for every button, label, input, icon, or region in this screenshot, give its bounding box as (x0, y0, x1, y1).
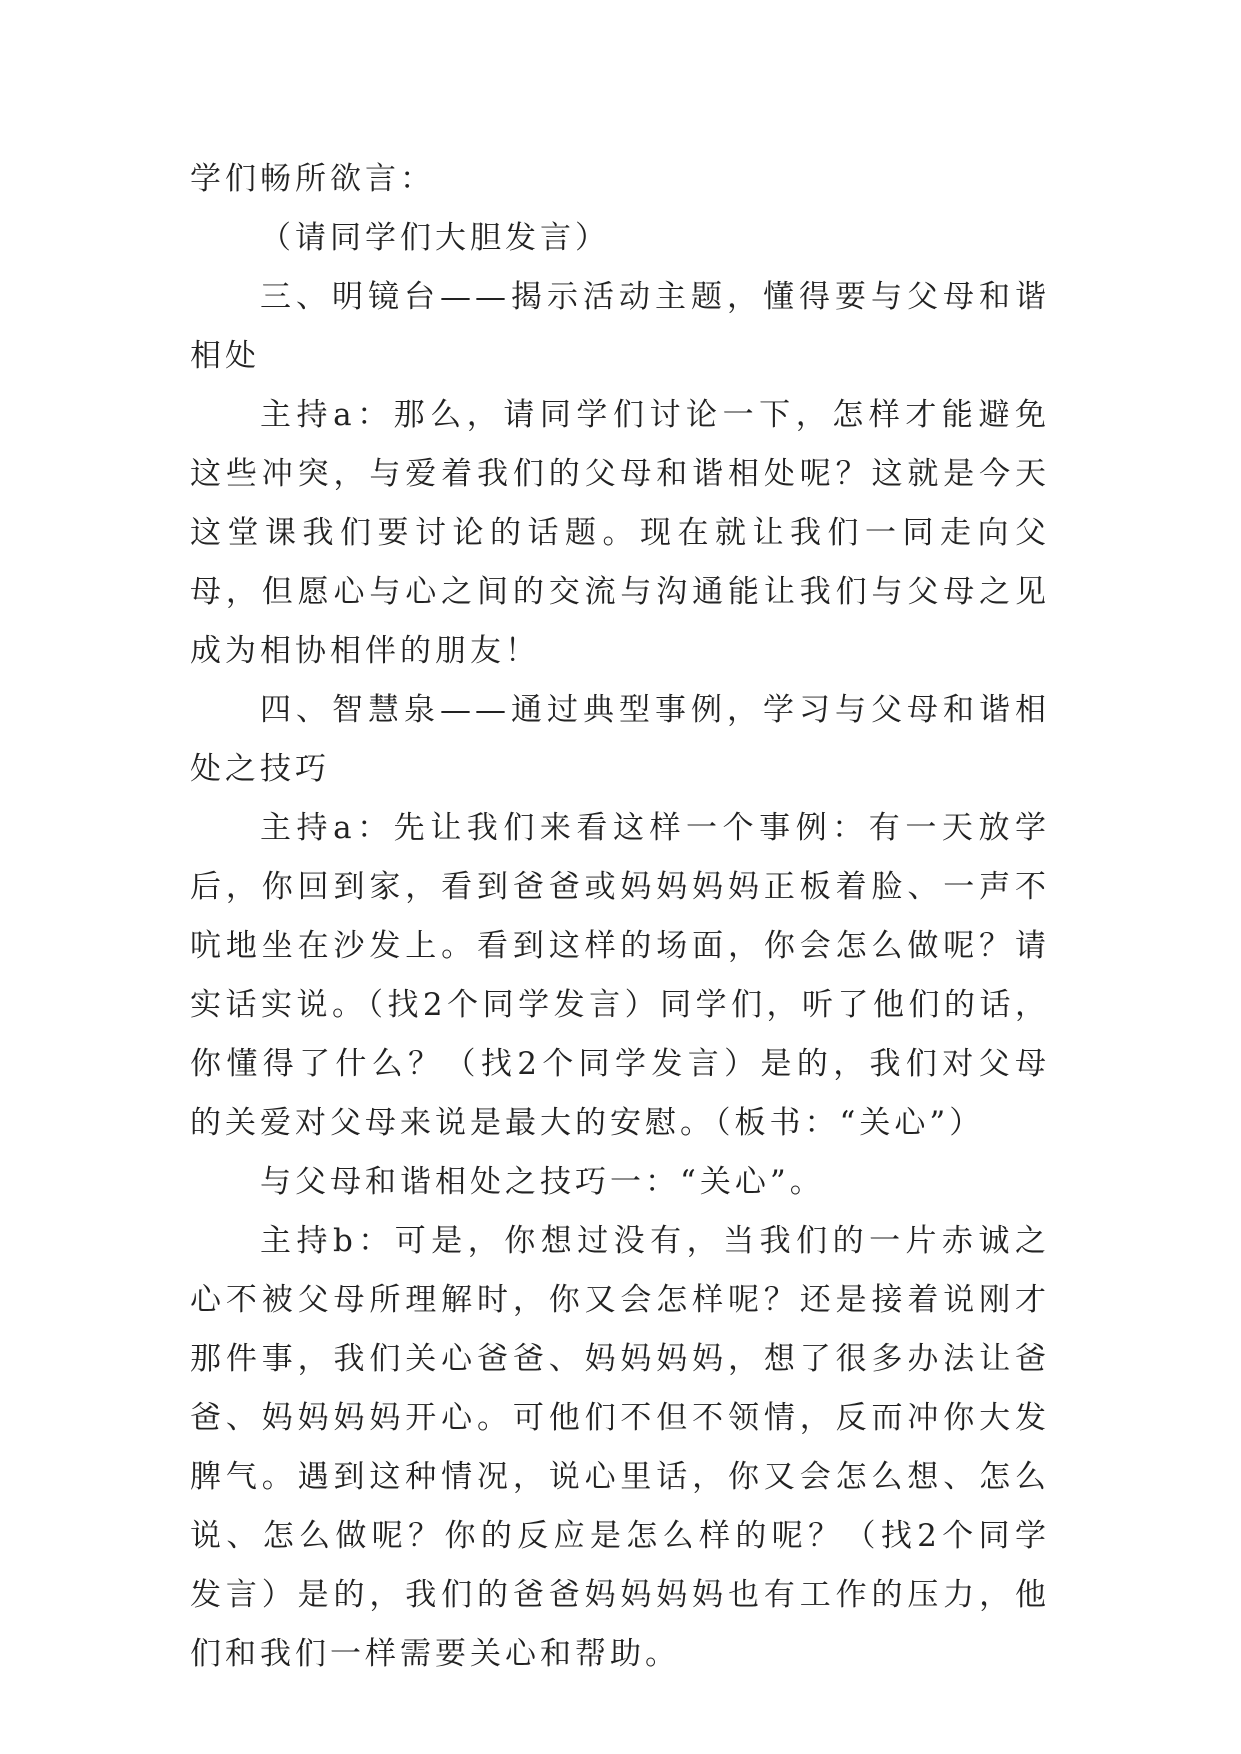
paragraph-prompt: （请同学们大胆发言） (260, 220, 610, 256)
paragraph-continuation: 学们畅所欲言： (190, 161, 435, 197)
paragraph-skill-one: 与父母和谐相处之技巧一：“关心”。 (260, 1164, 825, 1200)
paragraph-host-b: 主持b：可是，你想过没有，当我们的一片赤诚之心不被父母所理解时，你又会怎样呢？还是接着说刚才那件事，我们关心爸爸、妈妈妈妈，想了很多办法让爸爸、妈妈妈妈开心。可他们不但不领情，反而冲你大发脾气。遇到这种情况，说心里话，你又会怎么想、怎么说、怎么做呢？你的反应是怎么样的呢？（找2个同学发言）是的，我们的爸爸妈妈妈妈也有工作的压力，他们和我们一样需要关心和帮助。 (190, 1223, 1050, 1672)
section-heading-4: 四、智慧泉——通过典型事例，学习与父母和谐相处之技巧 (190, 692, 1050, 787)
document-page (190, 150, 1050, 1684)
section-heading-3: 三、明镜台——揭示活动主题，懂得要与父母和谐相处 (190, 279, 1050, 374)
paragraph-host-a-discussion: 主持a：那么，请同学们讨论一下，怎样才能避免这些冲突，与爱着我们的父母和谐相处呢？这就是今天这堂课我们要讨论的话题。现在就让我们一同走向父母，但愿心与心之间的交流与沟通能让我们与父母之见成为相协相伴的朋友！ (190, 397, 1050, 669)
paragraph-host-a-example: 主持a：先让我们来看这样一个事例：有一天放学后，你回到家，看到爸爸或妈妈妈妈正板着脸、一声不吭地坐在沙发上。看到这样的场面，你会怎么做呢？请实话实说。（找2个同学发言）同学们，听了他们的话，你懂得了什么？（找2个同学发言）是的，我们对父母的关爱对父母来说是最大的安慰。（板书：“关心”） (190, 810, 1050, 1141)
